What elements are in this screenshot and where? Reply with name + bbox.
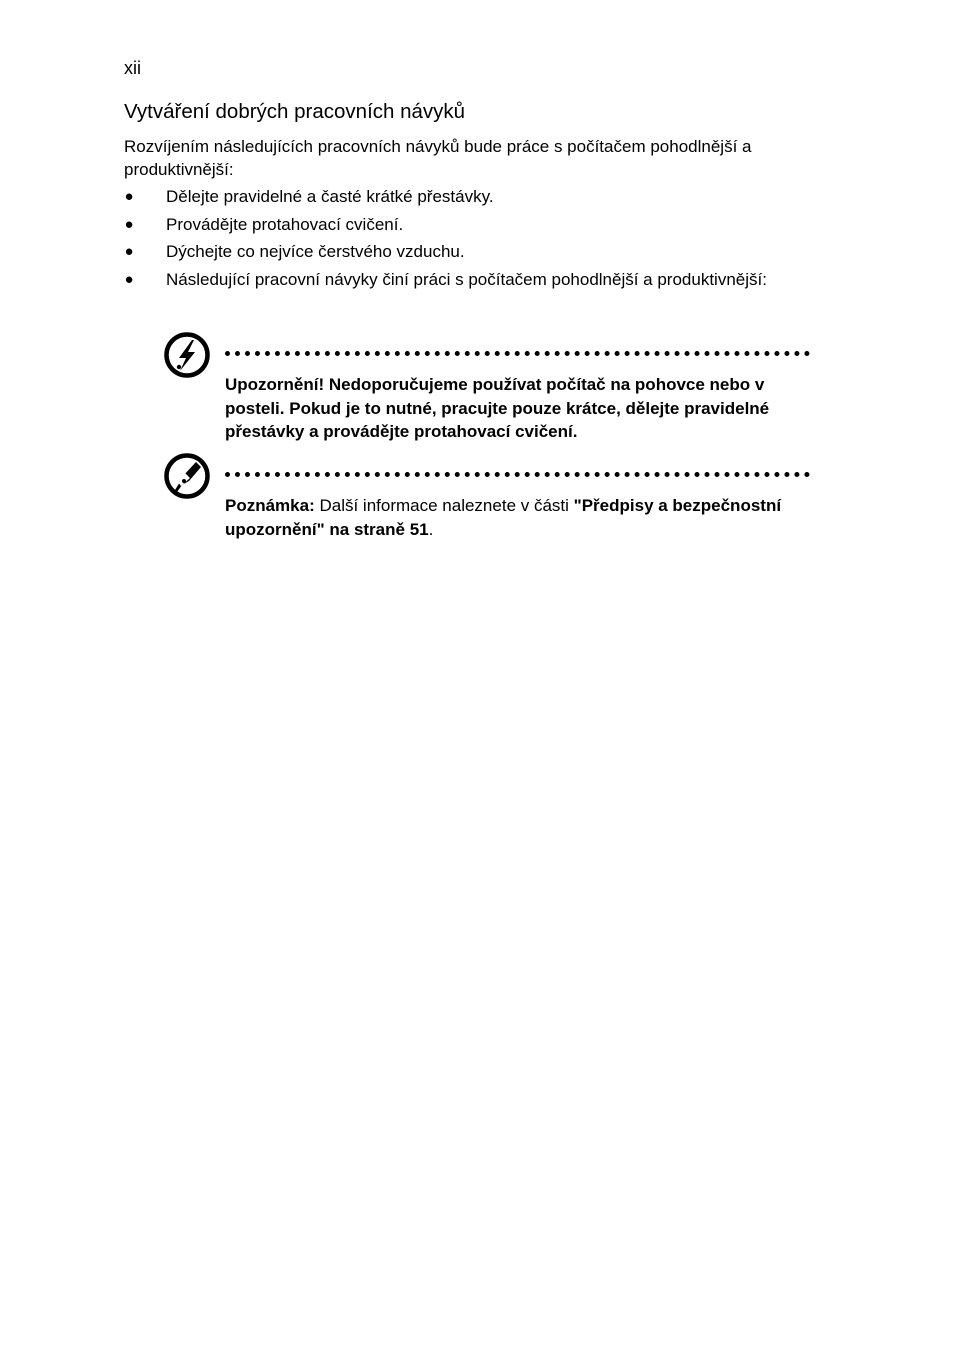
dotted-divider [225,351,810,356]
habits-list [124,186,824,296]
note-text [225,494,805,541]
intro-paragraph: Rozvíjením následujících pracovních návyků bude práce s počítačem pohodlnější a produktivnější: [124,137,752,179]
lightning-warning-icon [163,331,211,379]
list-item-text: Následující pracovní návyky činí práci s počítačem pohodlnější a produktivnější: [166,269,767,289]
list-item-text: Dělejte pravidelné a časté krátké přestávky. [166,187,494,206]
page-number: xii [124,58,141,78]
section-title: Vytváření dobrých pracovních návyků [124,100,466,123]
list-item [124,269,824,292]
list-item-text: Dýchejte co nejvíce čerstvého vzduchu. [166,242,465,261]
dotted-divider [225,472,810,477]
warning-text: Upozornění! Nedoporučujeme používat počítač na pohovce nebo v posteli. Pokud je to nutné, pracujte pouze krátce, dělejte pravidelné přestávky a provádějte protahovací cvičení. [225,375,770,441]
list-item-text: Provádějte protahovací cvičení. [166,214,404,234]
note-body: Další informace naleznete v části [314,496,574,515]
bullet-icon: ● [124,270,134,288]
note-reference-link[interactable]: "Předpisy a bezpečnostní upozornění" na straně 51 [225,496,782,539]
pen-note-icon [163,452,211,500]
list-item [124,214,824,237]
bullet-icon: ● [124,243,134,260]
list-item [124,186,824,209]
bullet-icon: ● [124,215,134,233]
note-label: Poznámka: [225,496,315,515]
list-item [124,241,824,264]
note-end: . [428,519,434,539]
bullet-icon: ● [124,188,134,205]
